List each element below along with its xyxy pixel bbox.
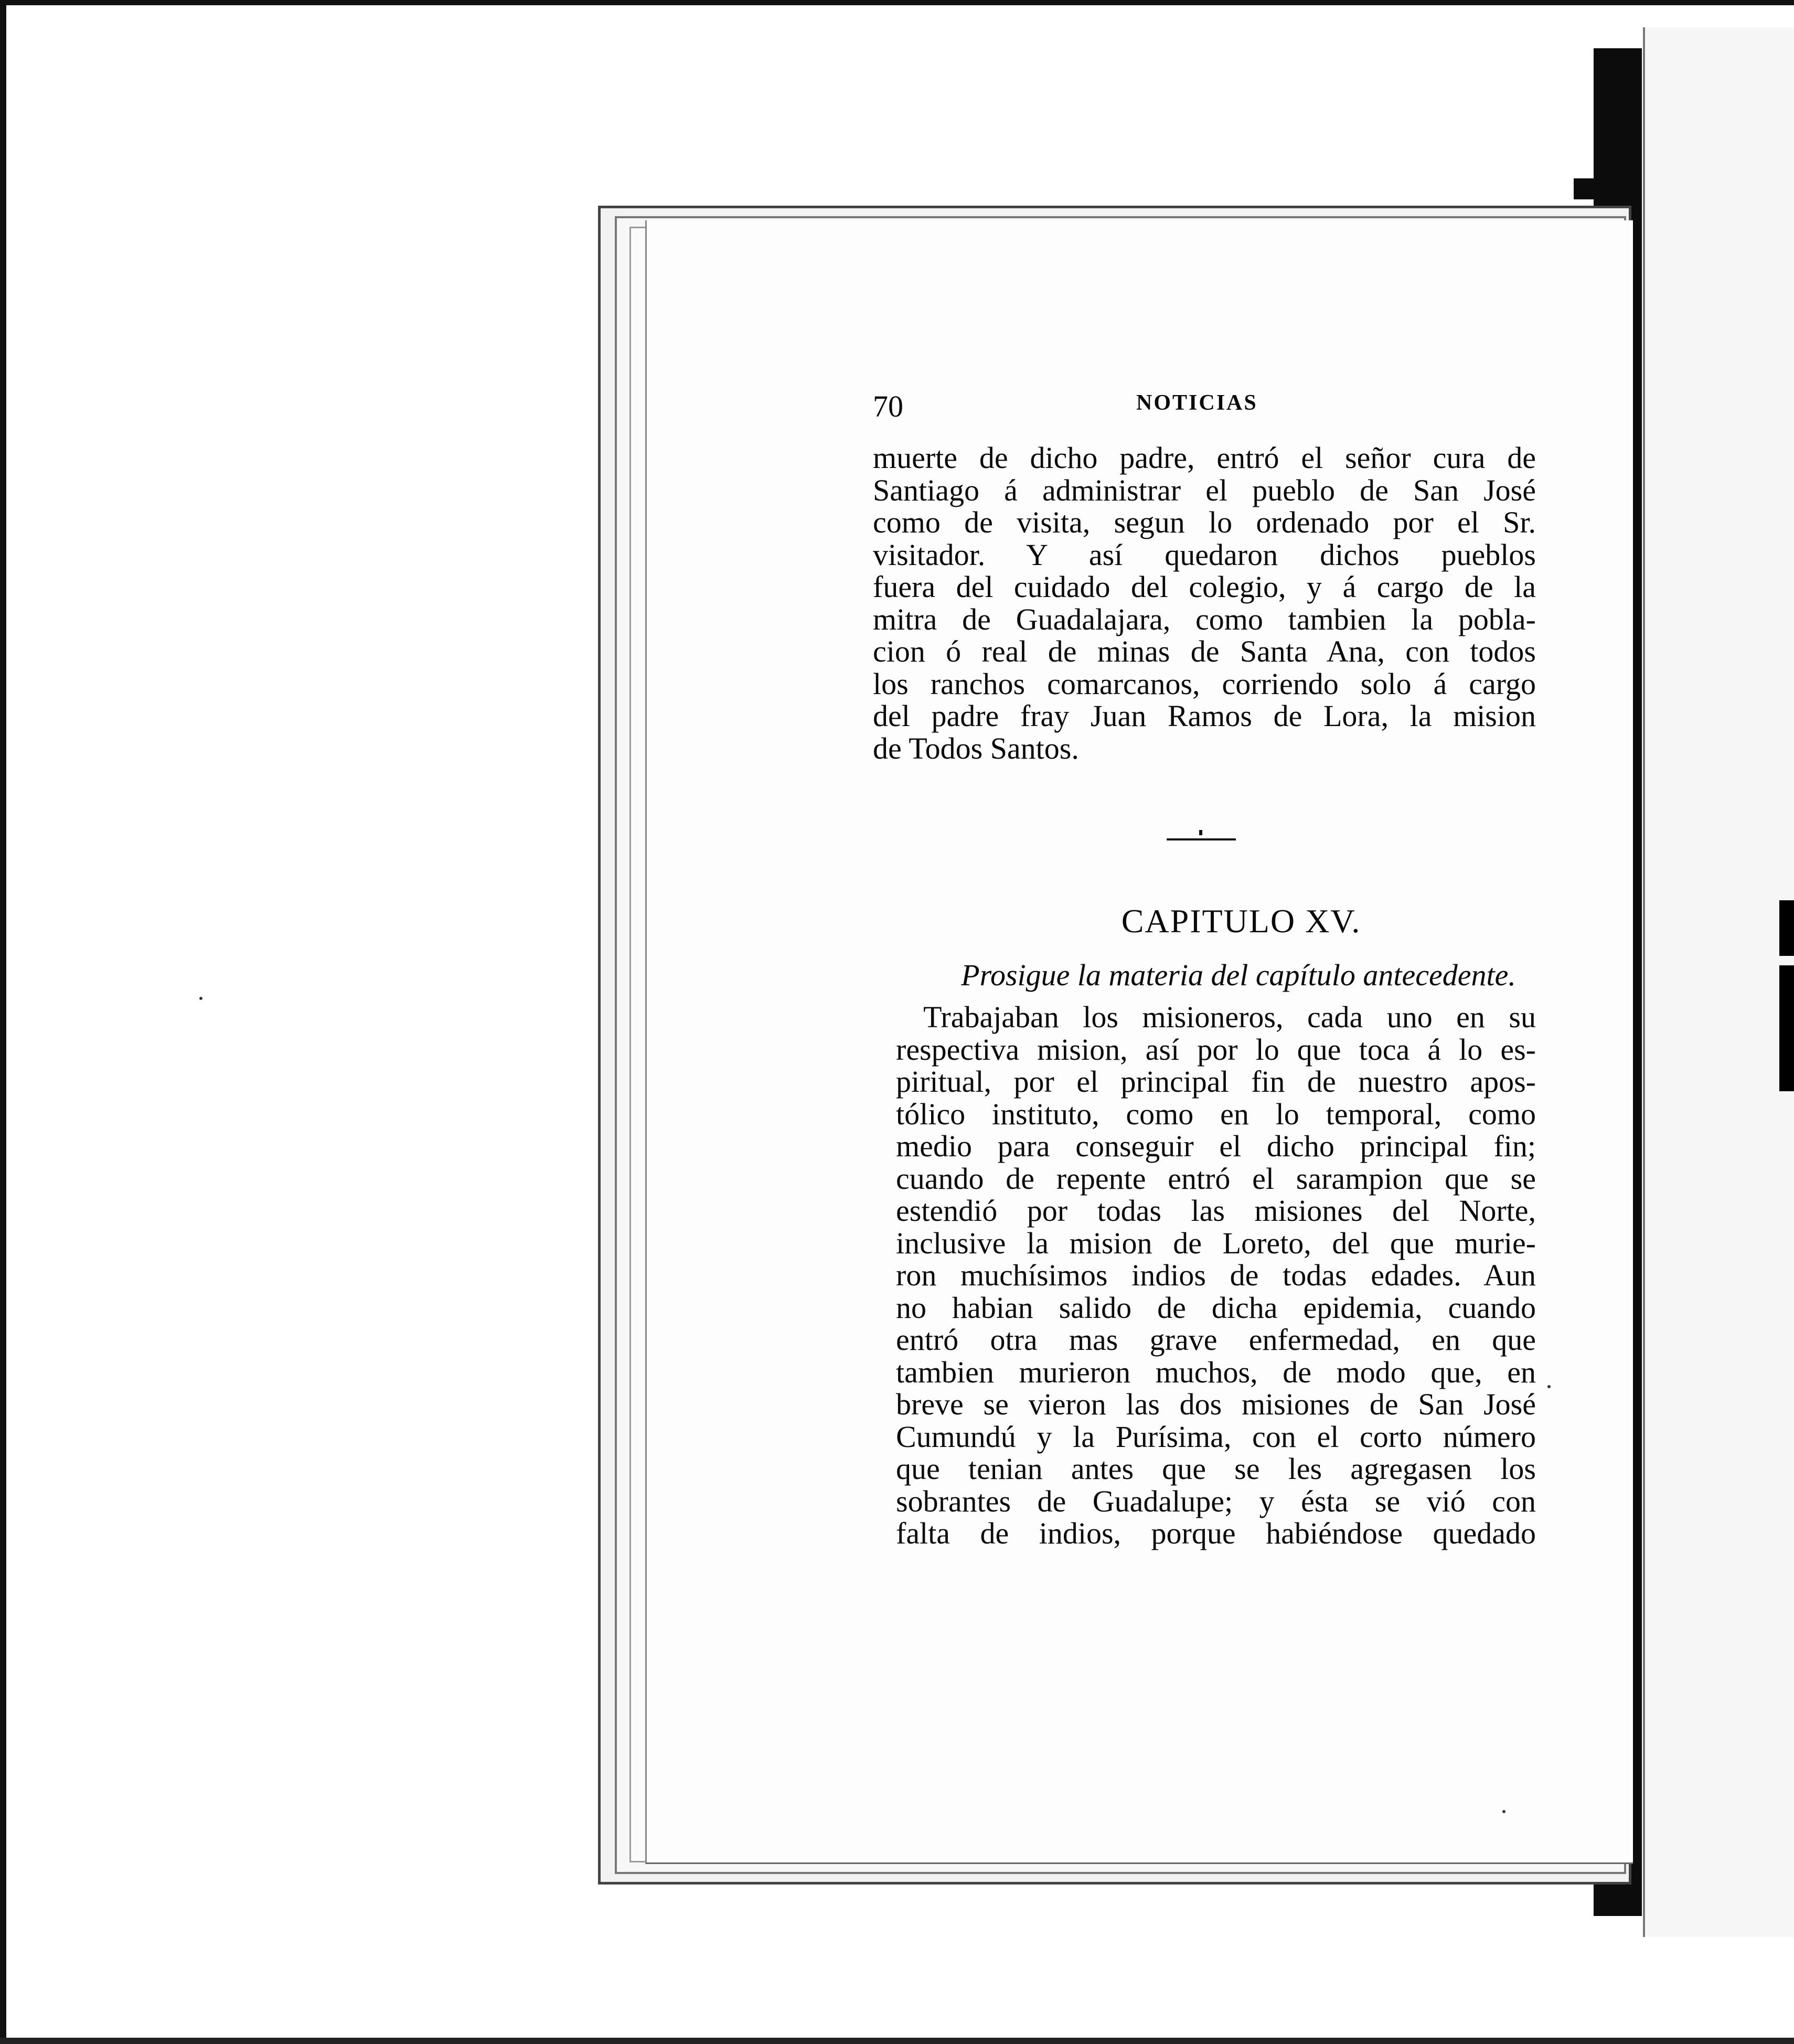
section-rule-tick — [1199, 830, 1202, 835]
text-line: cuando de repente entró el sarampion que se — [896, 1161, 1536, 1196]
film-edge-bottom — [0, 2038, 1794, 2044]
text-line: falta de indios, porque habiéndose quedado — [896, 1516, 1536, 1550]
text-line: mitra de Guadalajara, como tambien la pobla- — [873, 602, 1536, 636]
adjacent-page-mark — [1779, 900, 1794, 956]
text-line: respectiva mision, así por lo que toca á lo es- — [896, 1032, 1536, 1067]
text-line: como de visita, segun lo ordenado por el Sr. — [873, 505, 1536, 539]
dust-speck — [1547, 1385, 1551, 1388]
book-binding-cap — [1574, 178, 1610, 199]
text-line: cion ó real de minas de Santa Ana, con todos — [873, 634, 1536, 668]
running-head — [873, 383, 1536, 425]
text-line: Cumundú y la Purísima, con el corto número — [896, 1419, 1536, 1454]
chapter-heading: CAPITULO XV. — [1121, 902, 1361, 940]
text-line: de Todos Santos. — [873, 731, 1079, 765]
text-line: del padre fray Juan Ramos de Lora, la mision — [873, 699, 1536, 733]
adjacent-page-mark — [1779, 965, 1794, 1091]
text-line: fuera del cuidado del colegio, y á cargo de la — [873, 570, 1536, 604]
text-line: ron muchísimos indios de todas edades. Aun — [896, 1258, 1536, 1292]
text-line: medio para conseguir el dicho principal fin; — [896, 1129, 1536, 1163]
text-line: que tenian antes que se les agregasen los — [896, 1452, 1536, 1486]
chapter-subtitle: Prosigue la materia del capítulo antecedente. — [961, 958, 1516, 992]
section-divider-rule — [1167, 838, 1236, 840]
text-line: visitador. Y así quedaron dichos pueblos — [873, 537, 1536, 572]
paragraph-continued — [873, 442, 1536, 764]
text-line: no habian salido de dicha epidemia, cuando — [896, 1290, 1536, 1325]
text-line: muerte de dicho padre, entró el señor cura de — [873, 441, 1536, 475]
adjacent-page — [1643, 27, 1794, 1937]
dust-speck — [199, 997, 202, 1000]
text-line: breve se vieron las dos misiones de San José — [896, 1387, 1536, 1421]
running-title: NOTICIAS — [1136, 391, 1258, 415]
film-edge-top — [0, 0, 1794, 5]
dust-speck — [1502, 1810, 1505, 1813]
text-line: estendió por todas las misiones del Norte, — [896, 1194, 1536, 1228]
text-line: tólico instituto, como en lo temporal, como — [896, 1096, 1536, 1131]
page-number: 70 — [873, 389, 903, 423]
text-line: los ranchos comarcanos, corriendo solo á cargo — [873, 666, 1536, 701]
text-line: sobrantes de Guadalupe; y ésta se vió con — [896, 1484, 1536, 1518]
text-line: inclusive la mision de Loreto, del que murie- — [896, 1226, 1536, 1260]
text-line: piritual, por el principal fin de nuestro apos- — [896, 1064, 1536, 1099]
text-line: Trabajaban los misioneros, cada uno en su — [923, 1000, 1536, 1034]
page-text-block — [873, 383, 1536, 1590]
paragraph-chapter-body — [896, 1001, 1536, 1550]
text-line: entró otra mas grave enfermedad, en que — [896, 1323, 1536, 1357]
text-line: Santiago á administrar el pueblo de San José — [873, 473, 1536, 507]
text-line: tambien murieron muchos, de modo que, en — [896, 1355, 1536, 1389]
film-edge-left — [0, 0, 6, 2044]
